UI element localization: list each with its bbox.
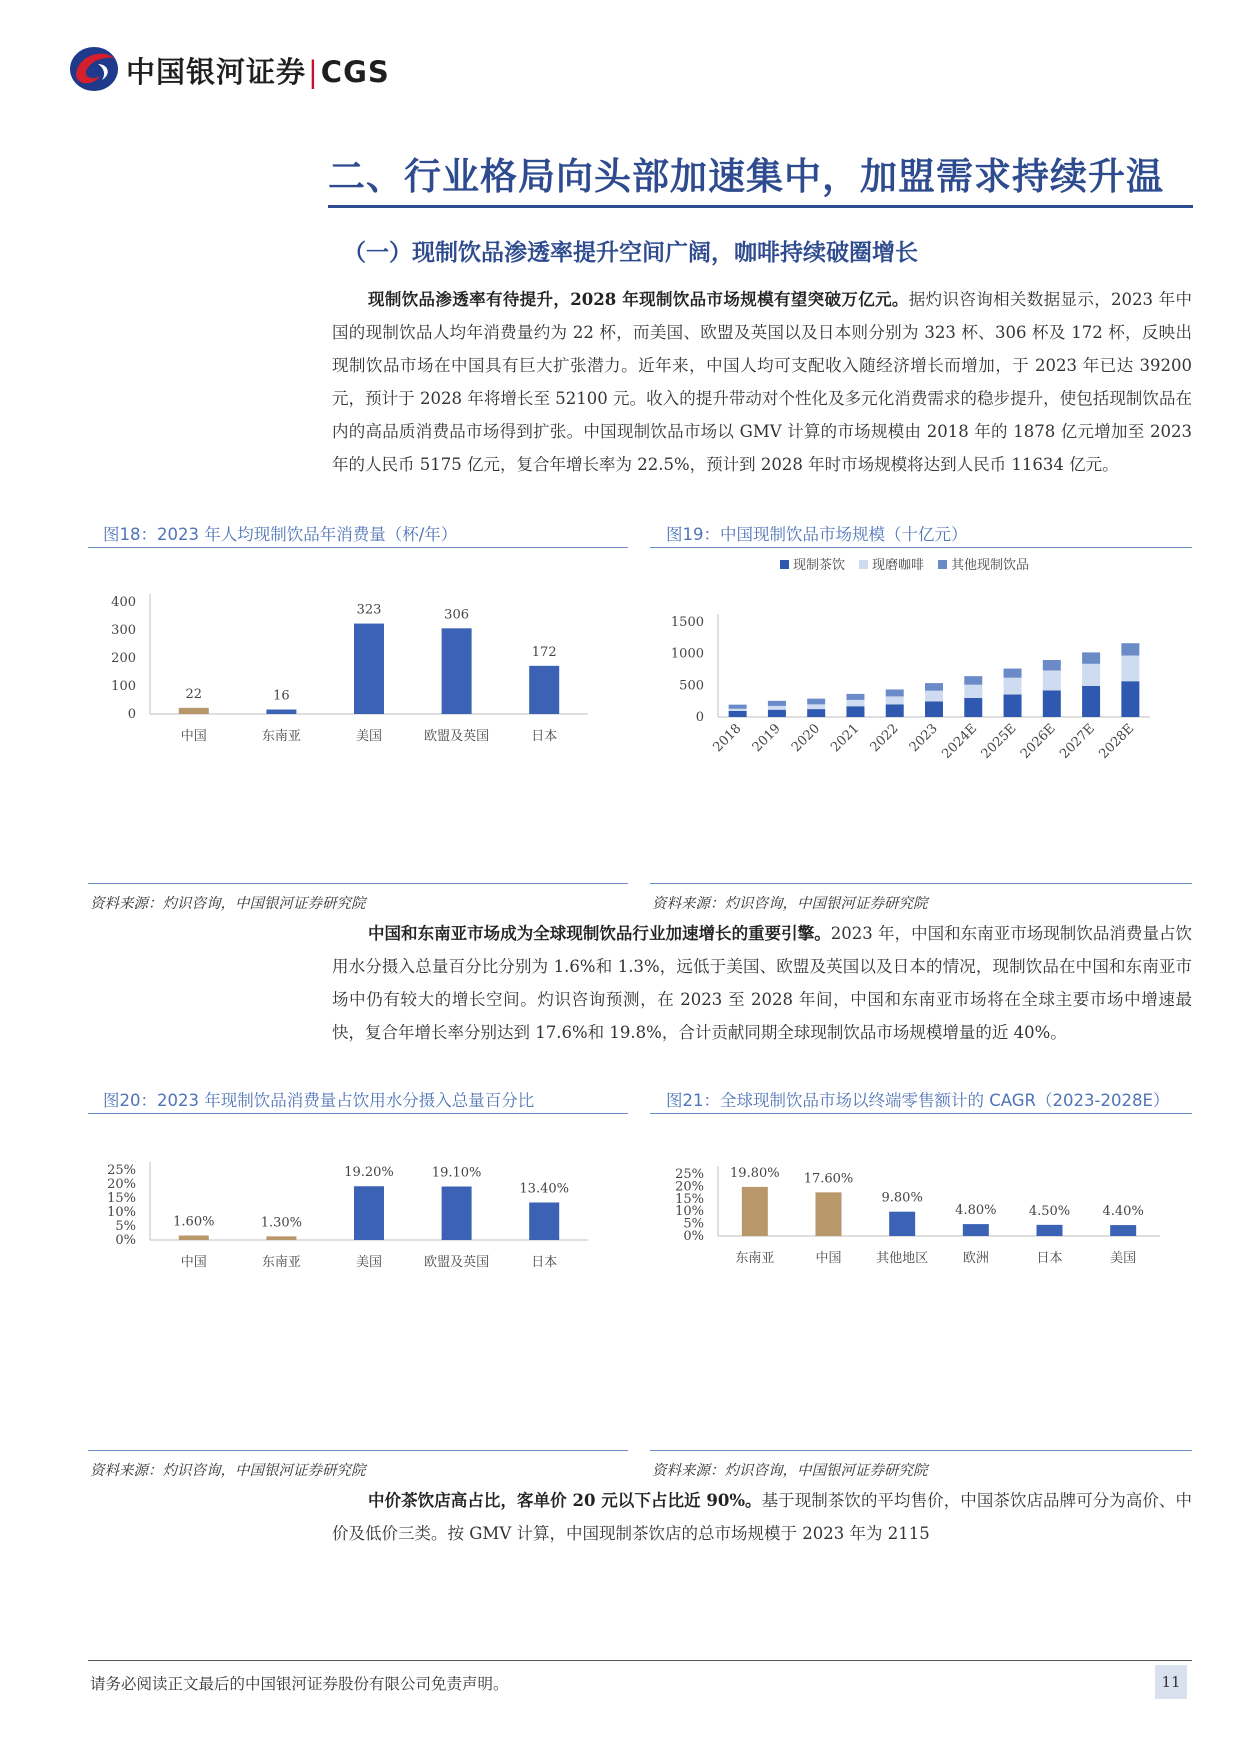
- y-tick-label: 5%: [115, 1219, 136, 1234]
- x-tick-label: 2020: [789, 721, 824, 756]
- paragraph-2: [332, 917, 1192, 1049]
- data-label: 4.40%: [1102, 1204, 1144, 1220]
- legend-swatch: [780, 560, 789, 569]
- data-label: 4.50%: [1028, 1203, 1071, 1219]
- data-label: 1.30%: [260, 1215, 303, 1231]
- fig21-chart: [650, 1126, 1192, 1446]
- y-tick-label: 25%: [675, 1167, 704, 1182]
- bar-segment: [729, 709, 747, 711]
- y-tick-label: 0: [127, 707, 136, 722]
- bar-segment: [1082, 686, 1100, 717]
- fig18-top-rule: [88, 547, 628, 548]
- x-tick-label: 东南亚: [261, 1255, 301, 1270]
- y-tick-label: 300: [111, 623, 136, 638]
- y-tick-label: 0%: [683, 1229, 704, 1244]
- bar-segment: [807, 699, 825, 705]
- bar-segment: [1121, 681, 1139, 717]
- x-tick-label: 2028E: [1096, 721, 1138, 762]
- bar: [816, 1192, 842, 1236]
- bar-segment: [1121, 643, 1139, 655]
- data-label: 19.10%: [431, 1165, 482, 1181]
- paragraph-3-body: 基于现制茶饮的平均售价，中国茶饮店品牌可分为高价、中价及低价三类。按 GMV 计算，中国现制茶饮店的总市场规模于 2023 年为 2115: [332, 1491, 1192, 1543]
- data-label: 1.60%: [173, 1214, 215, 1230]
- fig18-chart: [88, 560, 628, 880]
- bar-segment: [886, 696, 904, 704]
- fig21-title: 图21：全球现制饮品市场以终端零售额计的 CAGR（2023-2028E）: [666, 1091, 1170, 1110]
- x-tick-label: 2018: [710, 721, 745, 756]
- x-tick-label: 美国: [355, 1255, 383, 1270]
- x-tick-label: 2021: [828, 721, 863, 756]
- data-label: 13.40%: [519, 1181, 569, 1197]
- x-tick-label: 2026E: [1017, 721, 1059, 762]
- x-tick-label: 中国: [180, 729, 207, 744]
- fig18-bottom-rule: [88, 883, 628, 884]
- x-tick-label: 中国: [815, 1251, 842, 1266]
- section-title: 二、行业格局向头部加速集中，加盟需求持续升温: [328, 155, 1164, 198]
- fig19-title: 图19：中国现制饮品市场规模（十亿元）: [666, 525, 968, 544]
- bar-segment: [1043, 690, 1061, 717]
- bar-segment: [846, 700, 864, 706]
- x-tick-label: 欧洲: [962, 1251, 989, 1266]
- bar-segment: [1043, 660, 1061, 670]
- data-label: 22: [185, 686, 203, 702]
- x-tick-label: 2023: [906, 721, 941, 756]
- data-label: 19.20%: [344, 1165, 394, 1181]
- x-tick-label: 2025E: [978, 721, 1020, 762]
- bar: [1037, 1225, 1063, 1236]
- fig20-top-rule: [88, 1113, 628, 1114]
- paragraph-3: [332, 1484, 1192, 1550]
- bar-segment: [1082, 664, 1100, 686]
- bar: [889, 1212, 915, 1236]
- y-tick-label: 15%: [107, 1191, 136, 1206]
- bar-segment: [964, 685, 982, 698]
- y-tick-label: 500: [679, 678, 704, 694]
- bar: [266, 710, 296, 714]
- x-tick-label: 东南亚: [261, 729, 301, 744]
- bar-segment: [768, 701, 786, 706]
- fig19-top-rule: [650, 547, 1192, 548]
- bar-segment: [768, 710, 786, 717]
- fig21-top-rule: [650, 1113, 1192, 1114]
- paragraph-1-body: 据灼识咨询相关数据显示，2023 年中国的现制饮品人均年消费量约为 22 杯，而美国、欧盟及英国以及日本则分别为 323 杯、306 杯及 172 杯，反映出现制饮品市场在中国具有巨大扩张潜力。近年来，中国人均可支配收入随经济增长而增加，于 2023 年已达 39200 元，预计于 2028 年将增长至 52100 元。收入的提升带动对个性化及多元化消费需求的稳步提升，使包括现制饮品在内的高品质消费品市场得到扩张。中国现制饮品市场以 GMV 计算的市场规模由 2018 年的 1878 亿元增加至 2023 年的人民币 5175 亿元，复合年增长率为 22.5%，预计到 2028 年时市场规模将达到人民币 11634 亿元。: [332, 290, 1192, 474]
- y-tick-label: 10%: [107, 1205, 136, 1220]
- fig21-bottom-rule: [650, 1450, 1192, 1451]
- x-tick-label: 2022: [867, 721, 902, 756]
- bar-segment: [886, 704, 904, 717]
- y-tick-label: 20%: [107, 1177, 136, 1192]
- legend-label: 其他现制饮品: [951, 558, 1030, 573]
- x-tick-label: 日本: [531, 1255, 558, 1270]
- bar-segment: [729, 705, 747, 709]
- fig20-source: 资料来源：灼识咨询，中国银河证券研究院: [90, 1463, 366, 1479]
- bar-segment: [964, 698, 982, 717]
- bar-segment: [886, 689, 904, 696]
- legend-swatch: [859, 560, 868, 569]
- data-label: 172: [531, 644, 557, 660]
- y-tick-label: 10%: [675, 1204, 704, 1220]
- subsection-title: （一）现制饮品渗透率提升空间广阔，咖啡持续破圈增长: [343, 240, 918, 266]
- data-label: 17.60%: [803, 1171, 854, 1187]
- bar-segment: [807, 709, 825, 717]
- y-tick-label: 25%: [107, 1163, 136, 1178]
- bar: [1110, 1225, 1136, 1236]
- fig19-bottom-rule: [650, 883, 1192, 884]
- y-tick-label: 400: [111, 595, 136, 610]
- x-tick-label: 欧盟及英国: [424, 1255, 490, 1270]
- bar-segment: [1121, 656, 1139, 682]
- bar: [179, 708, 209, 714]
- bar-segment: [925, 701, 943, 717]
- y-tick-label: 1000: [670, 646, 704, 662]
- paragraph-3-lead: 中价茶饮店高占比，客单价 20 元以下占比近 90%。: [368, 1491, 762, 1510]
- paragraph-2-lead: 中国和东南亚市场成为全球现制饮品行业加速增长的重要引擎。: [368, 924, 831, 943]
- data-label: 9.80%: [881, 1190, 923, 1206]
- paragraph-2-body: 2023 年，中国和东南亚市场现制饮品消费量占饮用水分摄入总量百分比分别为 1.6%和 1.3%，远低于美国、欧盟及英国以及日本的情况，现制饮品在中国和东南亚市场中仍有较大的增长空间。灼识咨询预测，在 2023 至 2028 年间，中国和东南亚市场将在全球主要市场中增速最快，复合年增长率分别达到 17.6%和 19.8%，合计贡献同期全球现制饮品市场规模增量的近 40%。: [332, 924, 1192, 1042]
- x-tick-label: 欧盟及英国: [424, 729, 490, 744]
- data-label: 323: [356, 602, 382, 618]
- x-tick-label: 中国: [180, 1255, 207, 1270]
- legend-label: 现制茶饮: [793, 558, 846, 573]
- fig18-title: 图18：2023 年人均现制饮品年消费量（杯/年）: [103, 525, 458, 544]
- fig20-chart: [88, 1126, 628, 1446]
- bar-segment: [846, 694, 864, 700]
- y-tick-label: 15%: [675, 1191, 704, 1207]
- x-tick-label: 美国: [1110, 1251, 1137, 1266]
- bar: [529, 666, 559, 714]
- bar-segment: [964, 676, 982, 685]
- bar-segment: [925, 691, 943, 702]
- y-tick-label: 5%: [683, 1216, 704, 1232]
- y-tick-label: 20%: [675, 1179, 704, 1195]
- bar: [266, 1236, 296, 1240]
- x-tick-label: 日本: [531, 729, 558, 744]
- bar: [354, 624, 384, 714]
- y-tick-label: 200: [111, 651, 136, 666]
- fig18-source: 资料来源：灼识咨询，中国银河证券研究院: [90, 896, 366, 912]
- bar-segment: [1004, 695, 1022, 717]
- footer-disclaimer: 请务必阅读正文最后的中国银河证券股份有限公司免责声明。: [90, 1675, 509, 1693]
- bar: [442, 628, 472, 714]
- bar-segment: [807, 704, 825, 709]
- bar: [442, 1187, 472, 1240]
- bar-segment: [846, 706, 864, 717]
- x-tick-label: 美国: [355, 729, 383, 744]
- paragraph-1: [332, 283, 1192, 481]
- legend-swatch: [938, 560, 947, 569]
- fig20-title: 图20：2023 年现制饮品消费量占饮用水分摄入总量百分比: [103, 1091, 535, 1110]
- bar-segment: [1082, 652, 1100, 663]
- y-tick-label: 100: [111, 679, 136, 694]
- footer-divider: [88, 1660, 1192, 1661]
- x-tick-label: 其他地区: [876, 1251, 929, 1266]
- x-tick-label: 2024E: [939, 721, 981, 762]
- x-tick-label: 2027E: [1057, 721, 1098, 762]
- paragraph-1-lead: 现制饮品渗透率有待提升，2028 年现制饮品市场规模有望突破万亿元。: [368, 290, 909, 309]
- y-tick-label: 0: [695, 710, 704, 725]
- y-tick-label: 1500: [670, 615, 704, 630]
- bar-segment: [1004, 669, 1022, 678]
- title-divider: [328, 205, 1193, 208]
- bar: [742, 1187, 768, 1236]
- brand-logo-text: 中国银河证券|CGS: [126, 55, 390, 89]
- fig20-bottom-rule: [88, 1450, 628, 1451]
- data-label: 19.80%: [730, 1165, 780, 1181]
- bar-segment: [925, 683, 943, 691]
- bar: [354, 1186, 384, 1240]
- data-label: 16: [273, 688, 290, 704]
- fig21-source: 资料来源：灼识咨询，中国银河证券研究院: [652, 1463, 928, 1479]
- x-tick-label: 2019: [749, 721, 784, 756]
- bar: [963, 1224, 989, 1236]
- bar-segment: [768, 706, 786, 710]
- page-number: 11: [1155, 1665, 1187, 1699]
- data-label: 306: [444, 607, 470, 623]
- brand-logo-icon: [68, 44, 120, 94]
- fig19-chart: [650, 560, 1192, 880]
- data-label: 4.80%: [955, 1203, 997, 1219]
- legend-label: 现磨咖啡: [872, 558, 925, 573]
- y-tick-label: 0%: [115, 1233, 136, 1248]
- bar: [179, 1236, 209, 1240]
- x-tick-label: 日本: [1036, 1251, 1063, 1266]
- bar-segment: [1004, 678, 1022, 695]
- bar-segment: [1043, 670, 1061, 690]
- bar-segment: [729, 711, 747, 717]
- bar: [529, 1202, 559, 1240]
- x-tick-label: 东南亚: [735, 1251, 775, 1266]
- fig19-source: 资料来源：灼识咨询，中国银河证券研究院: [652, 896, 928, 912]
